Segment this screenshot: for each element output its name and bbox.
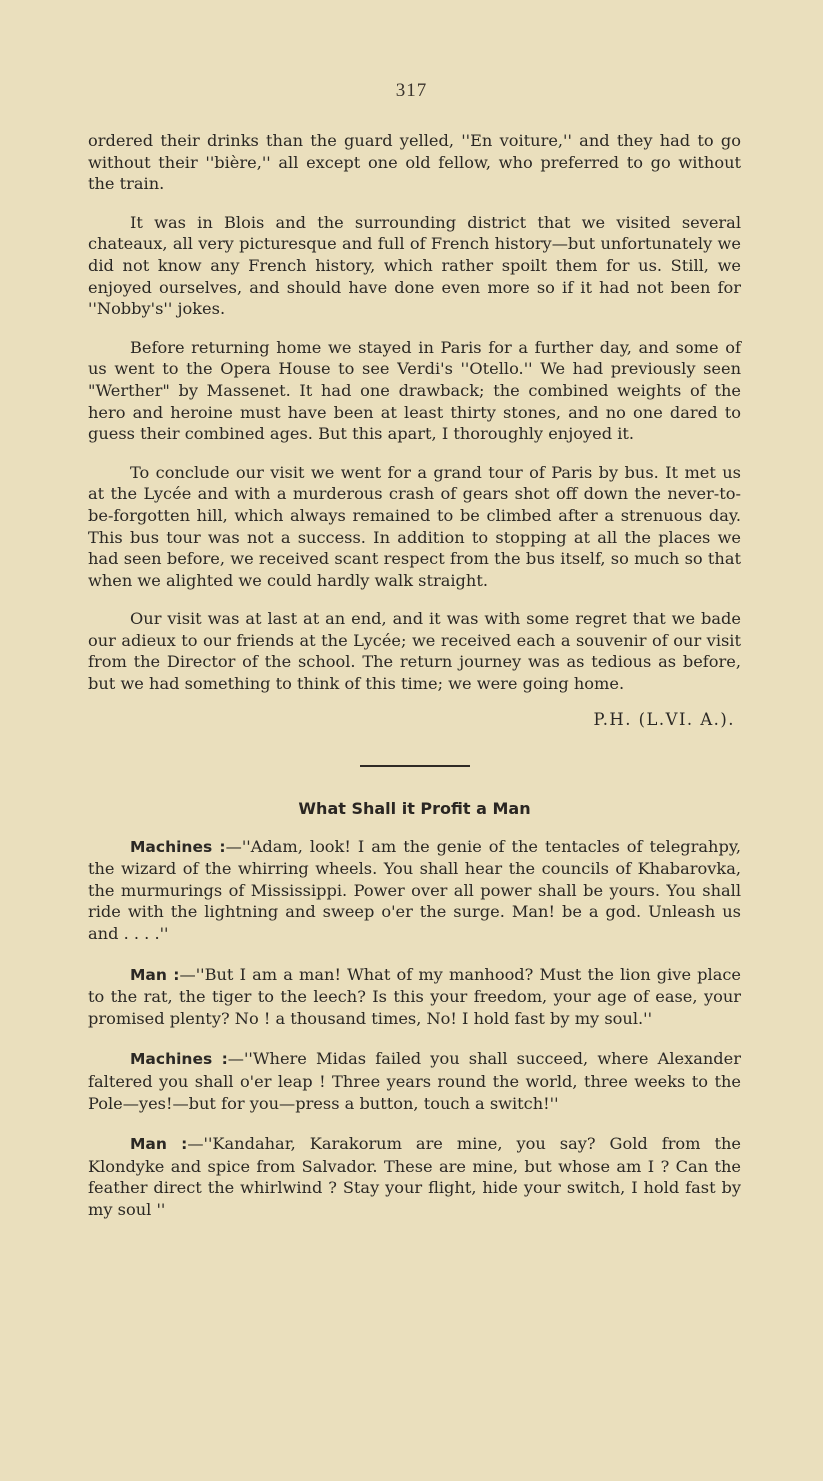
- section-title: What Shall it Profit a Man: [298, 798, 531, 818]
- dialogue-text: —''Adam, look! I am the genie of the tentacles of telegrahpy, the wizard of the whirring wheels. You shall hear the councils of Khabarovka, the murmurings of Mississippi. Power over all power shall be yours. You shall ride with the lightning and sweep o'er the surge. Man! be a god. Unleash us and . . . .'': [88, 836, 741, 944]
- dialogue-line: [88, 836, 741, 945]
- speaker-label: Machines :: [130, 1050, 228, 1069]
- speaker-label: Man :: [130, 1135, 188, 1154]
- dialogue: [88, 836, 741, 1221]
- author-signature: P.H. (L.VI. A.).: [593, 709, 735, 729]
- paragraph-blois: It was in Blois and the surrounding district that we visited several chateaux, all very picturesque and full of French history—but unfortunately we did not know any French history, which rather spoilt them for us. Still, we enjoyed ourselves, and should have done even more so if it had not been for ''Nobby's'' jokes.: [88, 212, 741, 319]
- paragraph-continuation: ordered their drinks than the guard yelled, ''En voiture,'' and they had to go without their ''bière,'' all except one old fellow, who preferred to go without the train.: [88, 131, 741, 194]
- paragraph-bus-tour: To conclude our visit we went for a grand tour of Paris by bus. It met us at the Lycée and with a murderous crash of gears shot off down the never-to-be-forgotten hill, which always remained to be climbed after a strenuous day. This bus tour was not a success. In addition to stopping at all the places we had seen before, we received scant respect from the bus itself, so much so that when we alighted we could hardly walk straight.: [88, 462, 741, 590]
- dialogue-line: [88, 964, 741, 1030]
- dialogue-text: —''Kandahar, Karakorum are mine, you say? Gold from the Klondyke and spice from Salvador. These are mine, but whose am I ? Can the feather direct the whirlwind ? Stay your flight, hide your switch, I hold fast by my soul '': [88, 1134, 741, 1219]
- paragraph-return-home: Our visit was at last at an end, and it was with some regret that we bade our adieux to our friends at the Lycée; we received each a souvenir of our visit from the Director of the school. The return journey was as tedious as before, but we had something to think of this time; we were going home.: [88, 609, 741, 694]
- speaker-label: Machines :: [130, 837, 226, 856]
- page-number: 317: [395, 80, 428, 101]
- dialogue-text: —''But I am a man! What of my manhood? Must the lion give place to the rat, the tiger to the leech? Is this your freedom, your age of ease, your promised plenty? No ! a thousand times, No! I hold fast by my soul.'': [88, 964, 741, 1028]
- paragraph-paris-opera: Before returning home we stayed in Paris for a further day, and some of us went to the Opera House to see Verdi's ''Otello.'' We had previously seen "Werther" by Massenet. It had one drawback; the combined weights of the hero and heroine must have been at least thirty stones, and no one dared to guess their combined ages. But this apart, I thoroughly enjoyed it.: [88, 337, 741, 444]
- dialogue-text: —''Where Midas failed you shall succeed, where Alexander faltered you shall o'er leap ! Three years round the world, three weeks to the Pole—yes!—but for you—press a button, touch a switch!'': [88, 1049, 741, 1113]
- section-divider: [360, 765, 470, 767]
- dialogue-line: [88, 1048, 741, 1114]
- speaker-label: Man :: [130, 965, 180, 984]
- dialogue-line: [88, 1133, 741, 1220]
- text-column: [88, 130, 741, 1240]
